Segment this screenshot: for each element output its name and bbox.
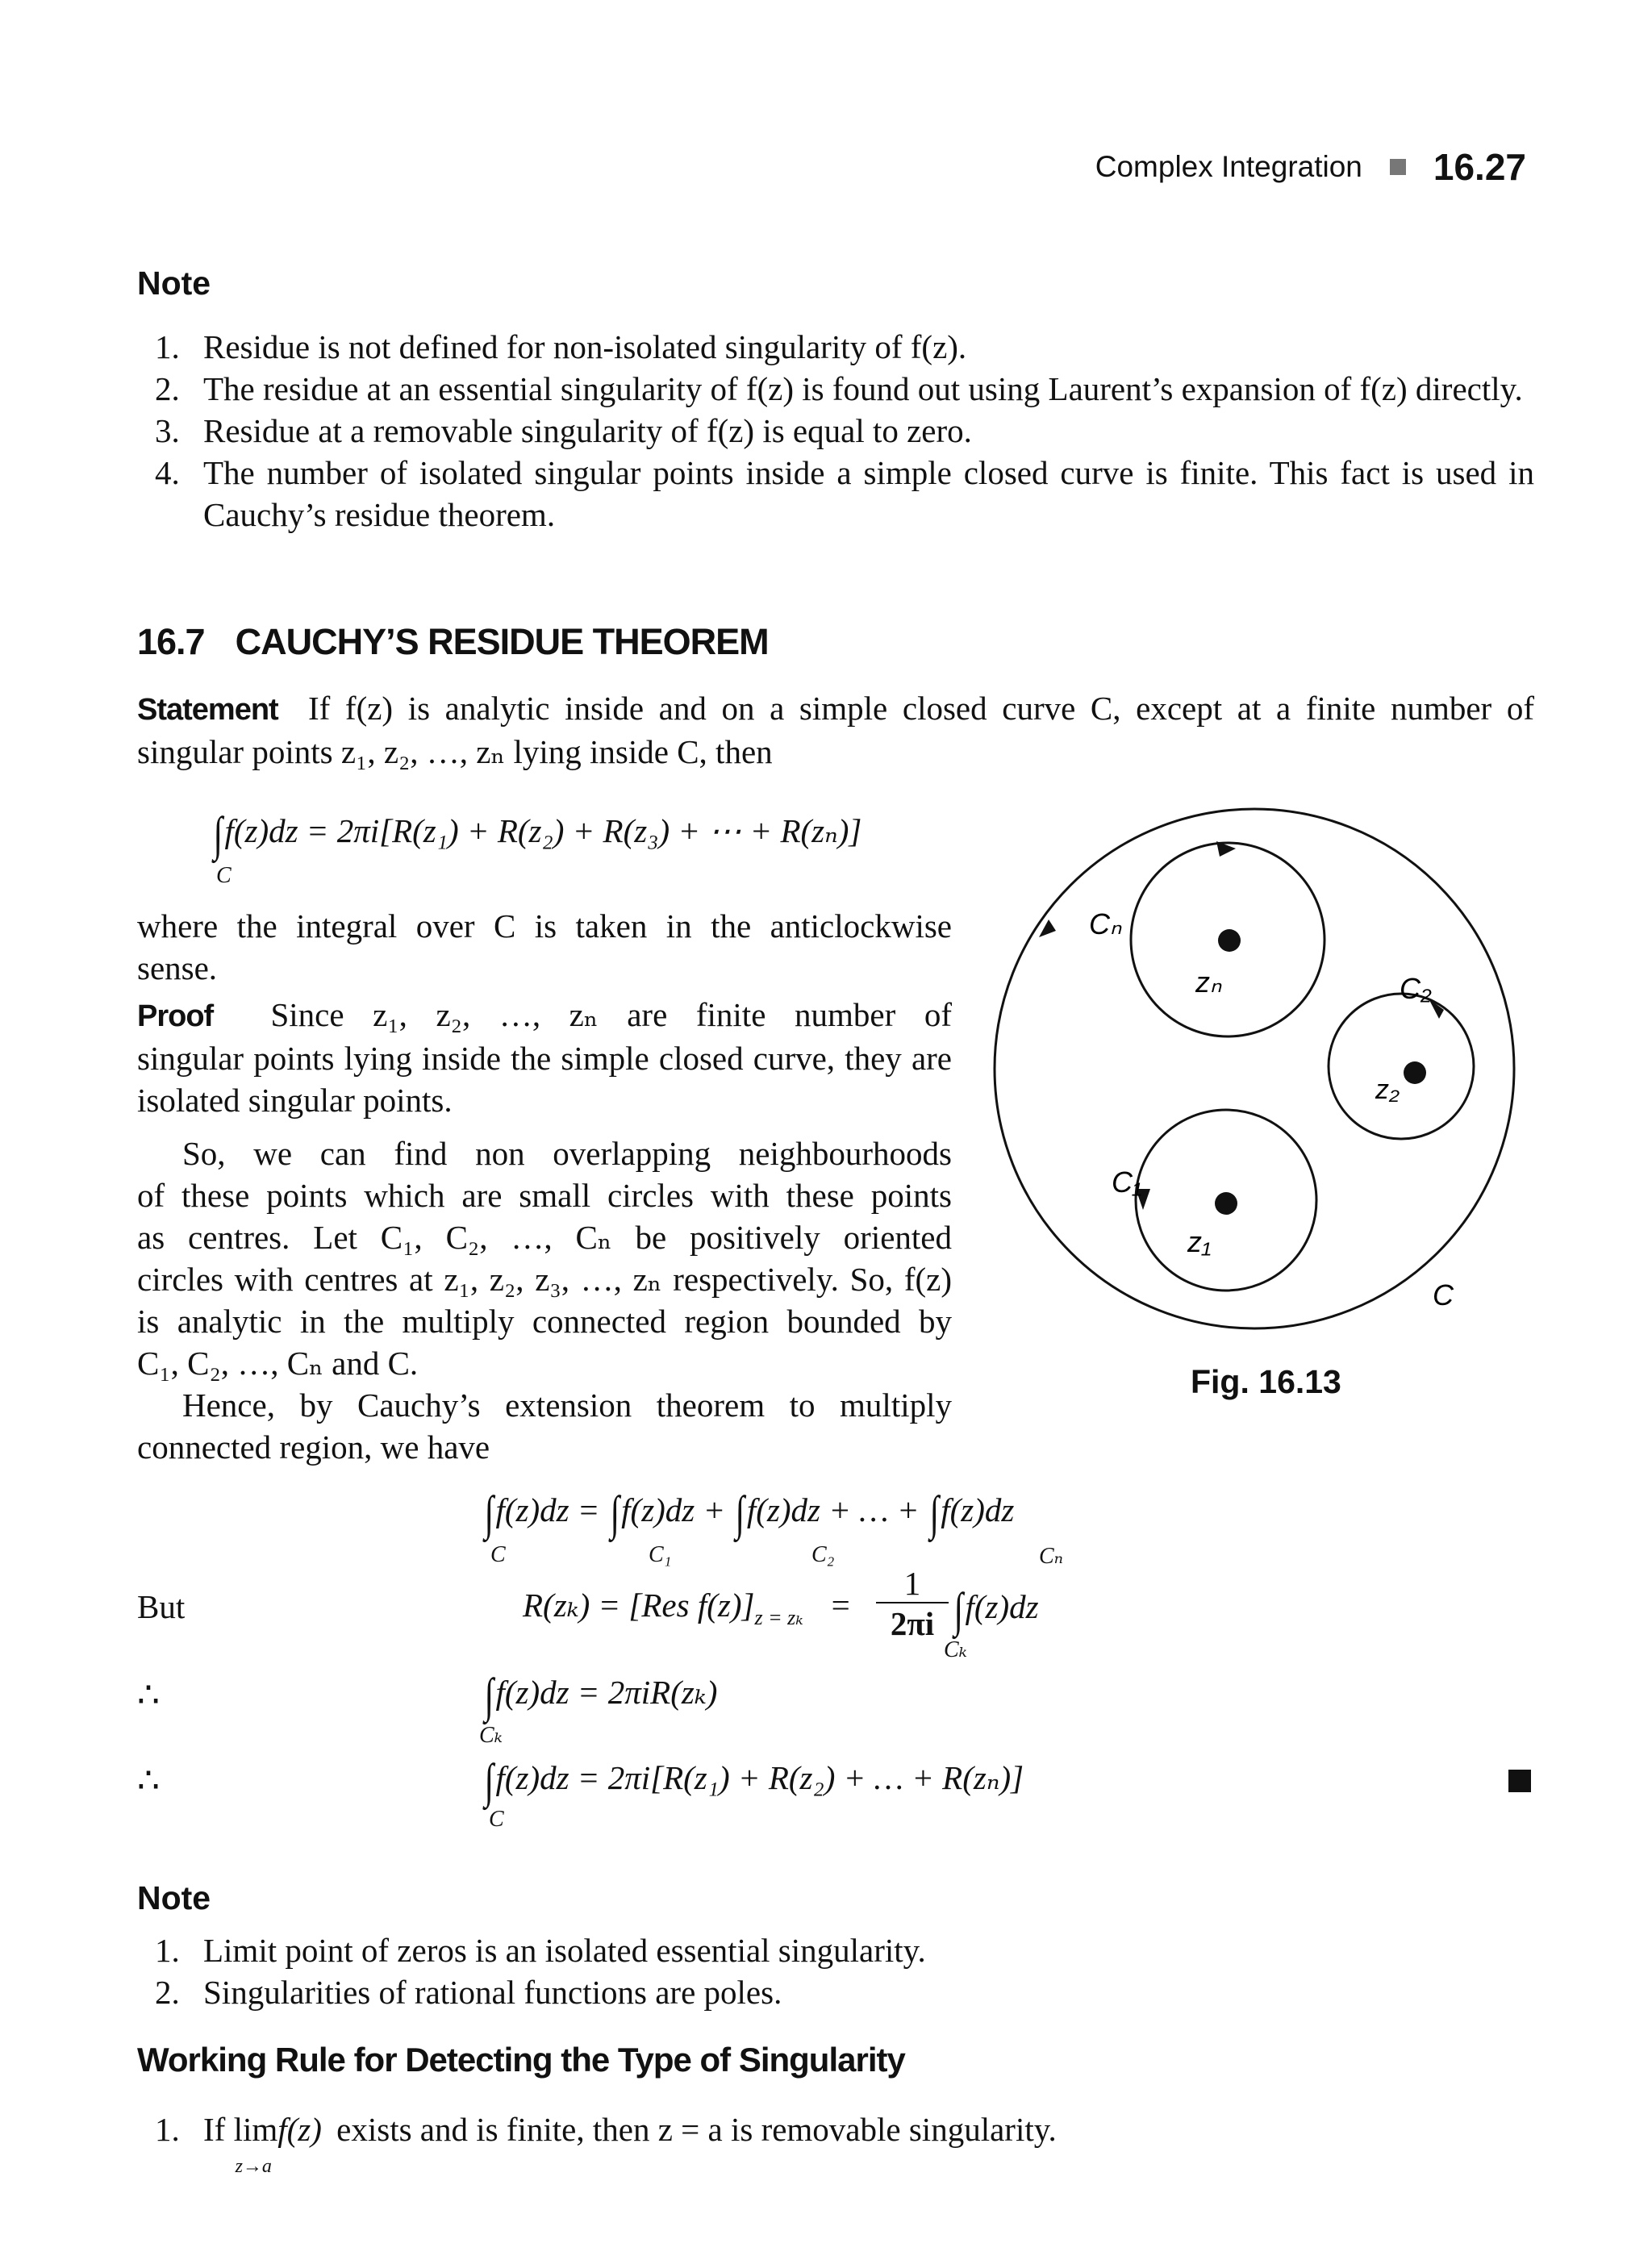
therefore-symbol: ∴ — [137, 1675, 160, 1715]
integral-sign: ∫ — [735, 1487, 745, 1540]
text-line: circles with centres at z₁, z₂, z₃, …, zₙ respectively. So, f(z) — [137, 1261, 952, 1298]
equation-k: ∫f(z)dz = 2πiR(zₖ) — [484, 1669, 718, 1722]
circle-c2 — [1329, 994, 1474, 1139]
label-z1: z₁ — [1187, 1225, 1212, 1258]
residue-equation: R(zₖ) = [Res $f(z)]_{z = z_k}$ = — [523, 1587, 852, 1629]
statement-line: singular points z₁, z₂, …, zₙ lying inside C, then — [137, 733, 773, 770]
label-z2: z₂ — [1375, 1074, 1400, 1105]
header-square-icon — [1390, 159, 1406, 175]
main-equation — [211, 807, 861, 862]
list-item: 2. The residue at an essential singularity of f(z) is found out using Laurent’s expansion of f(z) directly. — [155, 370, 1523, 407]
statement-label: Statement — [137, 693, 278, 727]
text-line: singular points lying inside the simple closed curve, they are — [137, 1040, 952, 1077]
para-neighbourhoods — [137, 1132, 952, 1468]
list-item: 1. Residue is not defined for non-isolated singularity of f(z). — [155, 328, 967, 365]
integral-limit: C — [216, 863, 232, 888]
integral-sign: ∫ — [953, 1583, 963, 1637]
list-item: 1. Limit point of zeros is an isolated essential singularity. — [155, 1932, 926, 1969]
point-z1 — [1215, 1192, 1237, 1215]
integral-limit: C₂ — [811, 1542, 835, 1567]
integral-limit: Cₖ — [944, 1637, 967, 1662]
label-zn: zₙ — [1195, 965, 1222, 999]
note-list — [137, 326, 1534, 536]
proof-label: Proof — [137, 999, 214, 1033]
text-line: connected region, we have — [137, 1428, 490, 1466]
label-c2: C₂ — [1400, 972, 1432, 1005]
section-title: CAUCHY’S RESIDUE THEOREM — [235, 621, 769, 662]
integral-sign: ∫ — [610, 1487, 620, 1540]
note-heading: Note — [137, 1879, 211, 1916]
text-line: where the integral over C is taken in the anticlockwise — [137, 907, 952, 945]
section-number: 16.7 — [137, 621, 205, 662]
working-rule-item: 1. If lim z→a f(z) exists and is finite, then z = a is removable singularity. — [155, 2111, 1057, 2177]
outer-contour-c — [995, 809, 1514, 1328]
where-paragraph — [137, 905, 952, 989]
text-line: Since z₁, z₂, …, zₙ are finite number of — [270, 996, 953, 1033]
section-heading — [137, 621, 769, 663]
text-line: C₁, C₂, …, Cₙ and C. — [137, 1345, 419, 1382]
equation-final: ∫f(z)dz = 2πi[R(z₁) + R(z₂) + … + R(zₙ)] — [484, 1754, 1024, 1808]
proof-paragraph — [137, 994, 952, 1121]
point-zn — [1218, 929, 1241, 952]
split-equation: ∫f(z)dz = ∫f(z)dz + ∫f(z)dz + … + ∫f(z)dz — [484, 1487, 1015, 1540]
text-line: Hence, by Cauchy’s extension theorem to multiply — [182, 1387, 952, 1424]
integral-sign: ∫ — [484, 1669, 494, 1722]
integral-limit: C — [489, 1807, 504, 1832]
integral-sign: ∫ — [929, 1487, 939, 1540]
integral-sign: ∫ — [484, 1487, 494, 1540]
text-line: as centres. Let C₁, C₂, …, Cₙ be positively oriented — [137, 1219, 952, 1256]
label-cn: Cₙ — [1089, 907, 1122, 940]
statement-line: If f(z) is analytic inside and on a simple closed curve C, except at a finite number of — [307, 690, 1534, 727]
note-heading: Note — [137, 265, 211, 302]
page-number: 16.27 — [1433, 146, 1526, 188]
text-line: So, we can find non overlapping neighbourhoods — [182, 1135, 952, 1172]
outer-contour-arrow-icon — [1039, 919, 1056, 937]
end-of-proof-icon — [1508, 1770, 1531, 1792]
list-item: 2. Singularities of rational functions are poles. — [155, 1974, 782, 2011]
label-c1: C₁ — [1112, 1166, 1142, 1199]
note-list — [137, 1929, 1534, 2013]
text-line: is analytic in the multiply connected region bounded by — [137, 1303, 952, 1340]
point-z2 — [1404, 1061, 1426, 1084]
integral-limit: Cₖ — [479, 1723, 503, 1748]
text-line: isolated singular points. — [137, 1082, 453, 1119]
integral-limit: Cₙ — [1039, 1544, 1064, 1569]
statement-paragraph — [137, 687, 1534, 773]
figure-caption: Fig. 16.13 — [1191, 1363, 1341, 1400]
text-line: of these points which are small circles with these points — [137, 1177, 952, 1214]
list-item: 3. Residue at a removable singularity of f(z) is equal to zero. — [155, 412, 972, 449]
but-label: But — [137, 1588, 186, 1625]
integral-sign: ∫ — [484, 1754, 494, 1808]
integral-limit: C₁ — [649, 1542, 672, 1567]
integral-limit: C — [490, 1542, 506, 1567]
text-line: sense. — [137, 949, 218, 986]
chapter-title: Complex Integration — [1095, 150, 1362, 183]
list-item: 4. The number of isolated singular points inside a simple closed curve is finite. This fact is used in Cauchy’s residue theorem. — [155, 454, 1534, 533]
running-header — [1095, 145, 1526, 189]
working-rule-heading: Working Rule for Detecting the Type of Singularity — [137, 2041, 905, 2079]
figure-residue-circles — [992, 799, 1573, 1347]
integral-sign: ∫ — [213, 807, 223, 861]
residue-integral: ∫f(z)dz — [953, 1583, 1039, 1637]
main-equation-text: f(z)dz = 2πi[R(z₁) + R(z₂) + R(z₃) + ⋯ + R(zₙ)] — [224, 812, 862, 849]
label-c: C — [1433, 1278, 1454, 1311]
therefore-symbol: ∴ — [137, 1761, 160, 1800]
residue-fraction: 1 2πi — [876, 1565, 949, 1644]
